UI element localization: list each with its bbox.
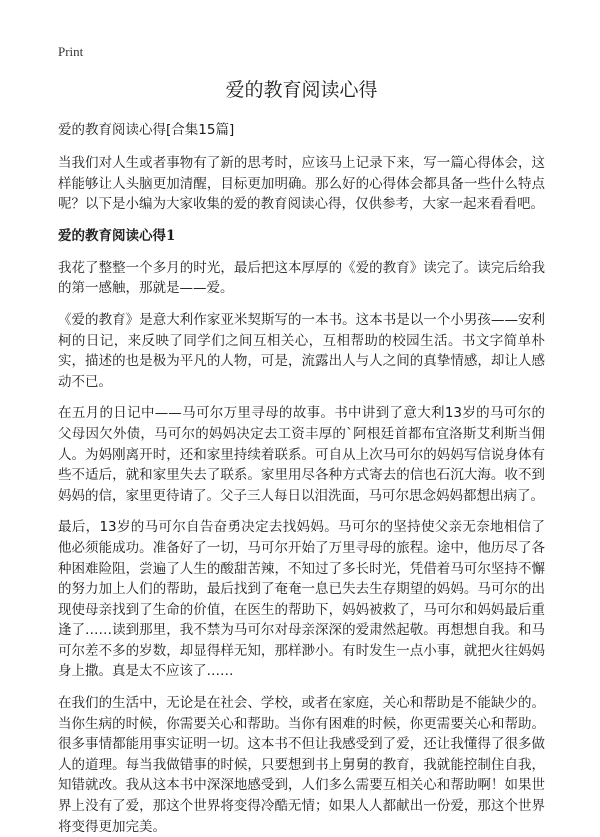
body-paragraph-3: 在五月的日记中——马可尔万里寻母的故事。书中讲到了意大利13岁的马可尔的父母因欠外债，马可尔的妈妈决定去工资丰厚的`阿根廷首都布宜洛斯艾利斯当佣人。为妈刚离开时，还和家里持续着联系。可自从上次马可尔的妈妈写信说身体有些不适后，就和家里失去了联系。家里用尽各种方式寄去的信也石沉大海。收不到妈妈的信，家里更待请了。父子三人每日以泪洗面，马可尔思念妈妈都想出病了。 bbox=[58, 405, 545, 504]
body-paragraph-5: 在我们的生活中，无论是在社会、学校，或者在家庭，关心和帮助是不能缺少的。当你生病的时候，你需要关心和帮助。当你有困难的时候，你更需要关心和帮助。很多事情都能用事实证明一切。这本书不但让我感受到了爱，还让我懂得了很多做人的道理。每当我做错事的时候，只要想到书上舅舅的教育，我就能控制住自我，知错就改。我从这本书中深深地感受到，人们多么需要互相关心和帮助啊！如果世界上没有了爱，那这个世界将变得冷酷无情；如果人人都献出一份爱，那这个世界将变得更加完美。 bbox=[58, 695, 545, 835]
body-paragraph-4: 最后，13岁的马可尔自告奋勇决定去找妈妈。马可尔的坚持使父亲无奈地相信了他必须能成功。准备好了一切，马可尔开始了万里寻母的旅程。途中，他历尽了各种困难险阻，尝遍了人生的酸甜苦辣，不知过了多长时光，凭借着马可尔坚持不懈的努力加上人们的帮助，最后找到了奄奄一息已失去生存期望的妈妈。马可尔的出现使母亲找到了生命的价值，在医生的帮助下，妈妈被救了，马可尔和妈妈最后重逢了……读到那里，我不禁为马可尔对母亲深深的爱肃然起敬。再想想自我。和马可尔差不多的岁数，却显得样无知，那样渺小。有时发生一点小事，就把火往妈妈身上撒。真是太不应该了…… bbox=[58, 519, 545, 680]
document-subtitle: 爱的教育阅读心得[合集15篇] bbox=[58, 122, 235, 138]
section-heading: 爱的教育阅读心得1 bbox=[58, 227, 176, 244]
body-paragraph-1: 我花了整整一个多月的时光，最后把这本厚厚的《爱的教育》读完了。读完后给我的第一感触，那就是——爱。 bbox=[58, 259, 545, 297]
body-paragraph-2: 《爱的教育》是意大利作家亚米契斯写的一本书。这本书是以一个小男孩——安利柯的日记，来反映了同学们之间互相关心，互相帮助的校园生活。书文字简单朴实，描述的也是极为平凡的人物，可是，流露出人与人之间的真挚情感，却让人感动不已。 bbox=[58, 311, 545, 390]
print-link[interactable]: Print bbox=[58, 44, 84, 59]
intro-paragraph: 当我们对人生或者事物有了新的思考时，应该马上记录下来，写一篇心得体会，这样能够让人头脑更加清醒，目标更加明确。那么好的心得体会都具备一些什么特点呢？以下是小编为大家收集的爱的教育阅读心得，仅供参考，大家一起来看看吧。 bbox=[58, 155, 545, 213]
page-title: 爱的教育阅读心得 bbox=[225, 79, 378, 101]
